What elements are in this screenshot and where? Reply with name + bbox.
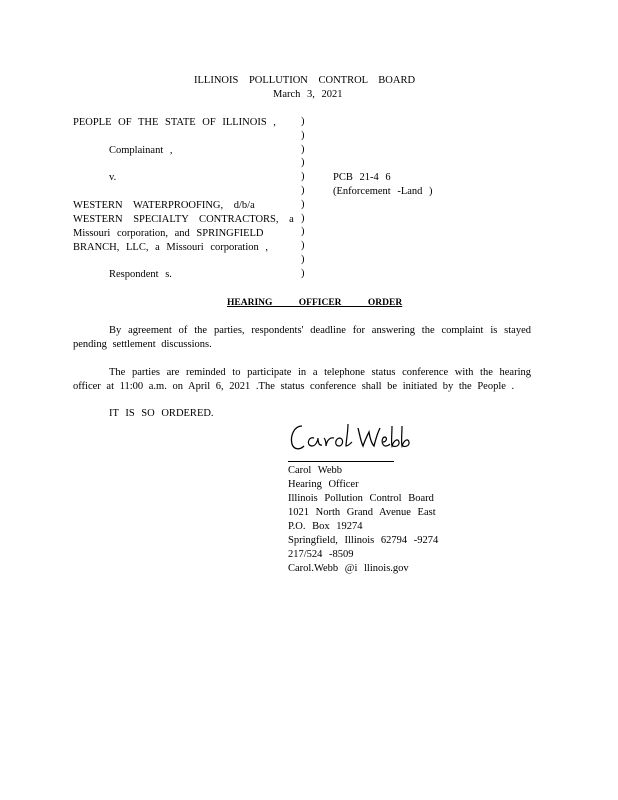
respondent-line-4: BRANCH, LLC, a Missouri corporation ,: [73, 242, 268, 253]
signer-title: Hearing Officer: [288, 479, 359, 490]
so-ordered: IT IS SO ORDERED.: [109, 408, 214, 419]
signer-name: Carol Webb: [288, 465, 342, 476]
handwritten-signature: [288, 418, 418, 460]
case-number: PCB 21-4 6: [333, 172, 391, 183]
complainant-role: Complainant ,: [109, 145, 173, 156]
respondent-line-3: Missouri corporation, and SPRINGFIELD: [73, 228, 264, 239]
complainant-name: PEOPLE OF THE STATE OF ILLINOIS ,: [73, 117, 276, 128]
signer-po-box: P.O. Box 19274: [288, 521, 363, 532]
signer-city: Springfield, Illinois 62794 -9274: [288, 535, 439, 546]
board-name: ILLINOIS POLLUTION CONTROL BOARD: [194, 75, 416, 86]
signature-line: [288, 461, 394, 462]
caption-brace: ) ) ) ) ) ) ) ) ) ) ) ): [301, 116, 305, 279]
respondent-line-2: WESTERN SPECIALTY CONTRACTORS, a: [73, 214, 294, 225]
paragraph-stay: By agreement of the parties, respondents' deadline for answering the complaint is stayed pending settlement discussions.: [73, 325, 531, 350]
versus-label: v.: [109, 172, 117, 183]
signer-street: 1021 North Grand Avenue East: [288, 507, 436, 518]
respondent-line-1: WESTERN WATERPROOFING, d/b/a: [73, 200, 255, 211]
order-date: March 3, 2021: [273, 89, 343, 100]
order-title: HEARING OFFICER ORDER: [227, 298, 403, 308]
paragraph-status-conference: The parties are reminded to participate in a telephone status conference with the hearing officer at 11:00 a.m. on April 6, 2021 .The status conference shall be initiated by the People .: [73, 367, 531, 392]
signer-agency: Illinois Pollution Control Board: [288, 493, 434, 504]
case-type: (Enforcement -Land ): [333, 186, 433, 197]
respondent-role: Respondent s.: [109, 269, 172, 280]
signer-email: Carol.Webb @i llinois.gov: [288, 563, 409, 574]
signer-phone: 217/524 -8509: [288, 549, 354, 560]
